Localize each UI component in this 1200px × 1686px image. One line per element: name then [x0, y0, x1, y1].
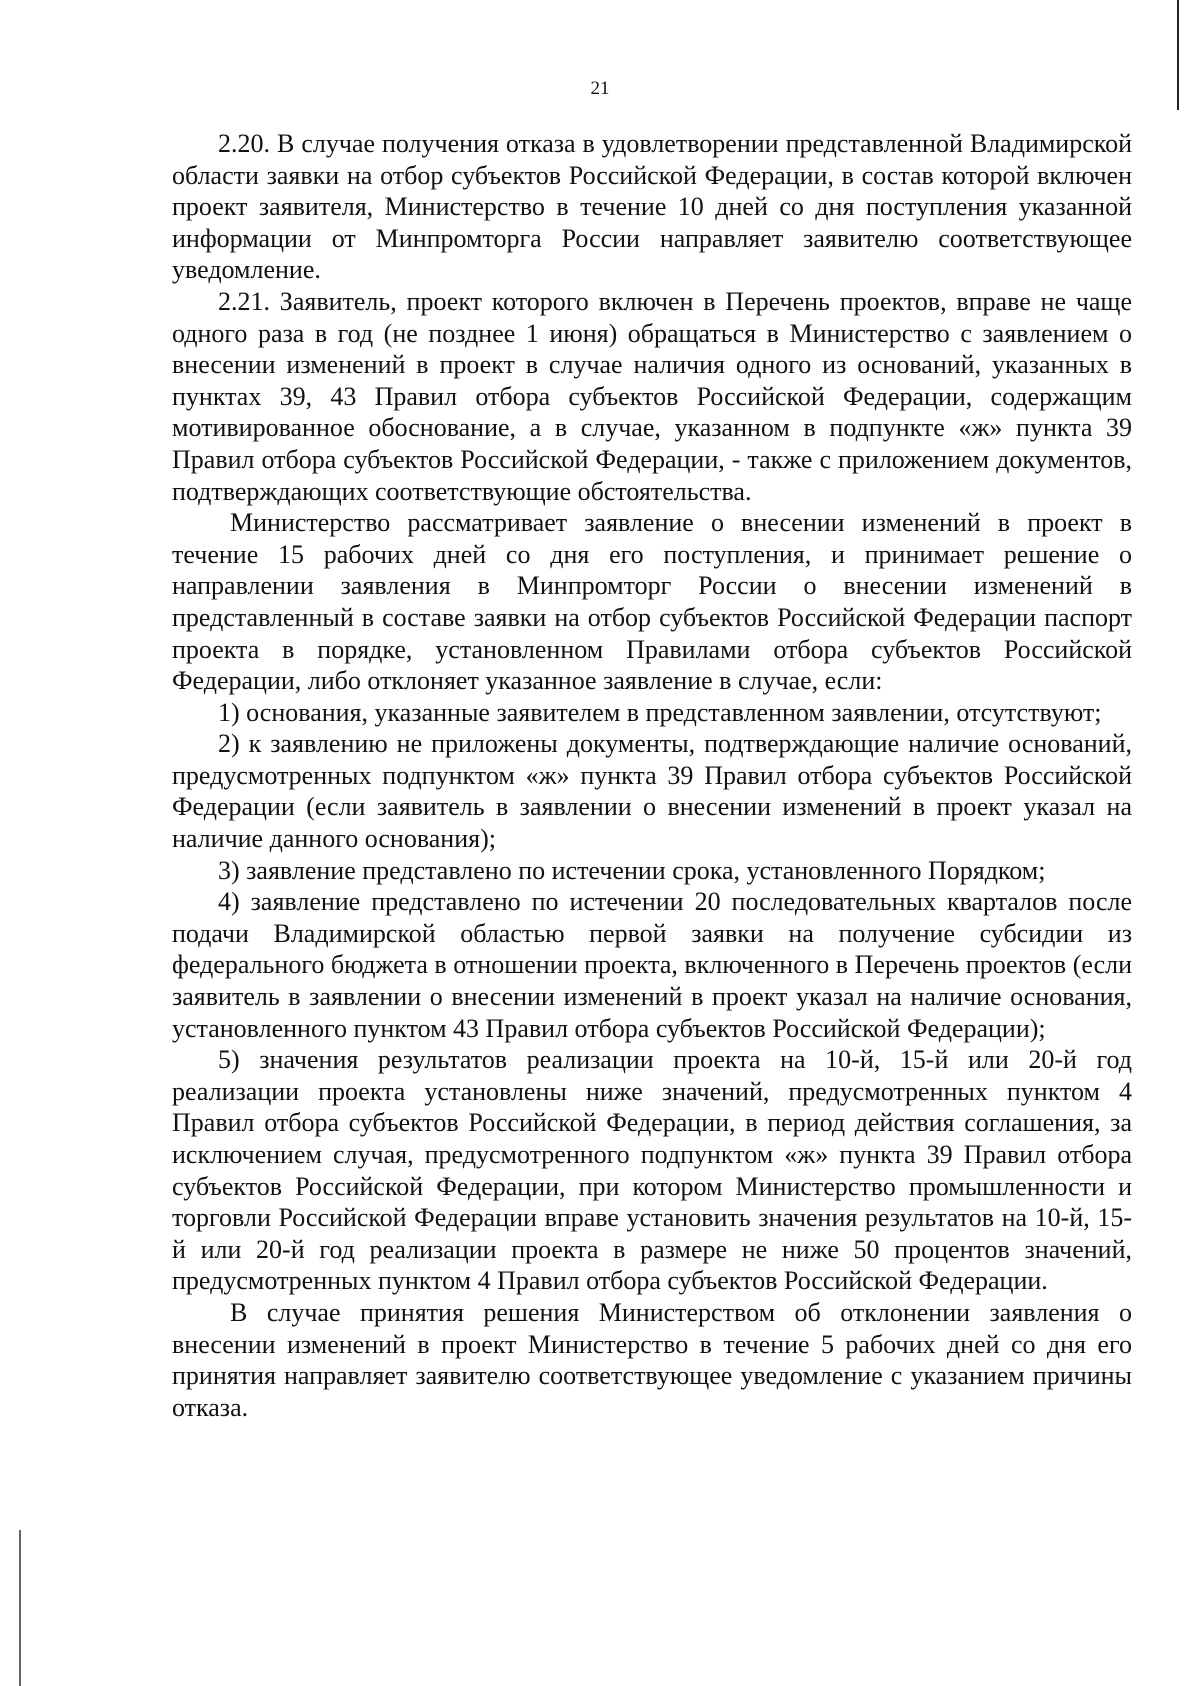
- list-item-2: 2) к заявлению не приложены документы, подтверждающие наличие оснований, предусмотренных подпунктом «ж» пункта 39 Правил отбора субъектов Российской Федерации (если заявитель в заявлении о внесении изменений в проект указал на наличие данного основания);: [172, 729, 1132, 854]
- list-item-4: 4) заявление представлено по истечении 20 последовательных кварталов после подачи Владимирской областью первой заявки на получение субсидии из федерального бюджета в отношении проекта, включенного в Перечень проектов (если заявитель в заявлении о внесении изменений в проект указал на наличие основания, установленного пунктом 43 Правил отбора субъектов Российской Федерации);: [172, 887, 1132, 1043]
- list-item-5: 5) значения результатов реализации проекта на 10-й, 15-й или 20-й год реализации проекта установлены ниже значений, предусмотренных пунктом 4 Правил отбора субъектов Российской Федерации, в период действия соглашения, за исключением случая, предусмотренного подпунктом «ж» пункта 39 Правил отбора субъектов Российской Федерации, при котором Министерство промышленности и торговли Российской Федерации вправе установить значения результатов на 10-й, 15-й или 20-й год реализации проекта в размере не ниже 50 процентов значений, предусмотренных пунктом 4 Правил отбора субъектов Российской Федерации.: [172, 1045, 1132, 1296]
- list-item-3: 3) заявление представлено по истечении срока, установленного Порядком;: [218, 855, 1046, 885]
- list-item-1: 1) основания, указанные заявителем в представленном заявлении, отсутствуют;: [218, 697, 1102, 727]
- paragraph-rejection-notice: В случае принятия решения Министерством об отклонении заявления о внесении изменений в проект Министерство в течение 5 рабочих дней со дня его принятия направляет заявителю соответствующее уведомление с указанием причины отказа.: [172, 1297, 1132, 1422]
- document-body: [172, 128, 1132, 1423]
- paragraph-2-20: 2.20. В случае получения отказа в удовлетворении представленной Владимирской области заявки на отбор субъектов Российской Федерации, в состав которой включен проект заявителя, Министерство в течение 10 дней со дня поступления указанной информации от Минпромторга России направляет заявителю соответствующее уведомление.: [172, 129, 1132, 285]
- page-number: 21: [590, 78, 610, 99]
- paragraph-ministry-review: Министерство рассматривает заявление о внесении изменений в проект в течение 15 рабочих дней со дня его поступления, и принимает решение о направлении заявления в Минпромторг России о внесении изменений в представленный в составе заявки на отбор субъектов Российской Федерации паспорт проекта в порядке, установленном Правилами отбора субъектов Российской Федерации, либо отклоняет указанное заявление в случае, если:: [172, 508, 1132, 696]
- scan-edge-left: [19, 1530, 21, 1686]
- paragraph-2-21: 2.21. Заявитель, проект которого включен в Перечень проектов, вправе не чаще одного раза в год (не позднее 1 июня) обращаться в Министерство с заявлением о внесении изменений в проект в случае наличия одного из оснований, указанных в пунктах 39, 43 Правил отбора субъектов Российской Федерации, содержащим мотивированное обоснование, а в случае, указанном в подпункте «ж» пункта 39 Правил отбора субъектов Российской Федерации, - также с приложением документов, подтверждающих соответствующие обстоятельства.: [172, 286, 1132, 506]
